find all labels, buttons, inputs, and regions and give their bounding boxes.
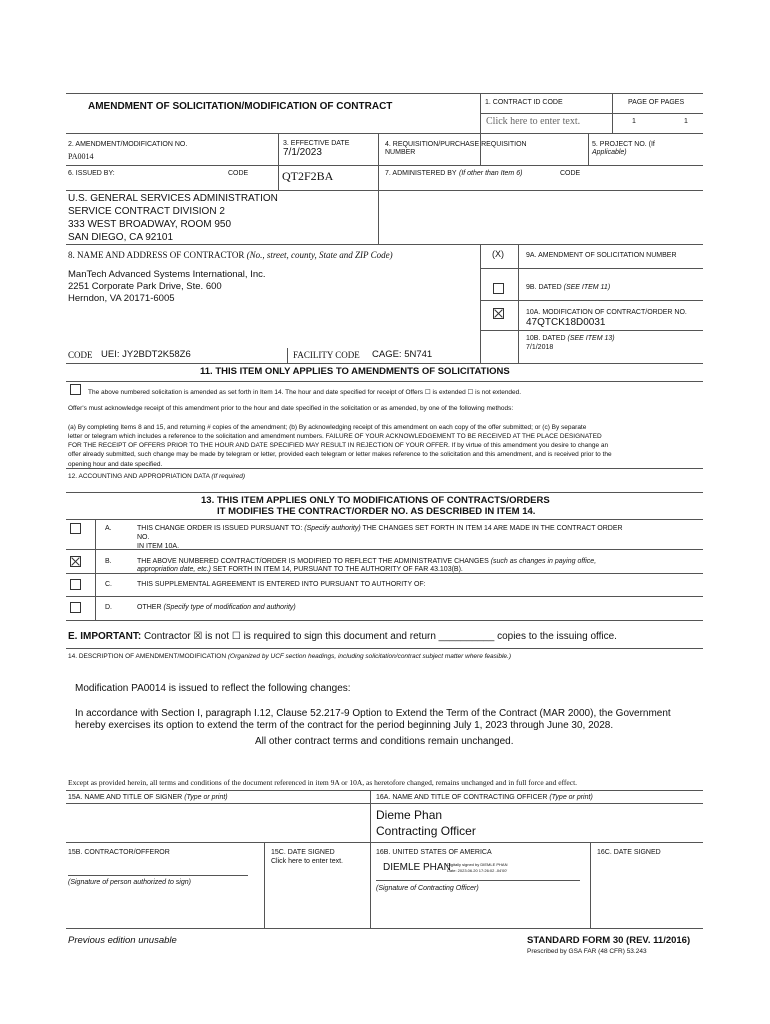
page-of-pages-label: PAGE OF PAGES <box>628 99 685 106</box>
digital-signature-line-2: Date: 2023.06.20 17:26:02 -04'00' <box>447 868 508 873</box>
item-9b-label: 9B. DATED (SEE ITEM 11) <box>526 284 611 291</box>
administered-by-label: 7. ADMINISTERED BY <box>385 170 457 177</box>
officer-title: Contracting Officer <box>376 824 476 838</box>
signer-16c-label: 16C. DATE SIGNED <box>597 849 661 856</box>
section-11-para-4: offer already submitted, such change may be made by telegram or letter, provided each telegram or letter makes reference to the solicitation and this amendment, and is received prior to the <box>68 451 612 458</box>
form-title: AMENDMENT OF SOLICITATION/MODIFICATION OF CONTRACT <box>88 101 393 112</box>
option-d-text: OTHER (Specify type of modification and authority) <box>137 604 296 611</box>
section-14-p3: All other contract terms and conditions remain unchanged. <box>255 736 514 747</box>
item-10a-value: 47QTCK18D0031 <box>526 317 606 328</box>
administered-by-code-label: CODE <box>560 170 581 177</box>
section-11-checkbox[interactable] <box>70 384 81 395</box>
signer-15c-label: 15C. DATE SIGNED <box>271 849 335 856</box>
digital-signature-line-1: Digitally signed by DIEMLE PHAN <box>447 862 508 867</box>
issued-by-code-value: QT2F2BA <box>282 169 334 183</box>
requisition-label-2: NUMBER <box>385 149 416 156</box>
item-9a-label: 9A. AMENDMENT OF SOLICITATION NUMBER <box>526 252 677 259</box>
section-11-para-3: FOR THE RECEIPT OF OFFERS PRIOR TO THE HOUR AND DATE SPECIFIED MAY RESULT IN REJECTION OF YOUR OFFER. If by virtue of this amendment you desire to change an <box>68 442 609 449</box>
option-b-text-2: appropriation date, etc.) SET FORTH IN ITEM 14, PURSUANT TO THE AUTHORITY OF FAR 43.103(B). <box>137 566 463 573</box>
section-11-heading: 11. THIS ITEM ONLY APPLIES TO AMENDMENTS OF SOLICITATIONS <box>200 366 510 377</box>
section-11-line-1: The above numbered solicitation is amended as set forth in Item 14. The hour and date specified for receipt of Offers ☐ is extended ☐ is not extended. <box>88 389 522 396</box>
option-d-letter: D. <box>105 604 112 611</box>
accounting-label: 12. ACCOUNTING AND APPROPRIATION DATA (If required) <box>68 473 246 480</box>
prescribed-by: Prescribed by GSA FAR (48 CFR) 53.243 <box>527 948 647 955</box>
effective-date-label: 3. EFFECTIVE DATE <box>283 140 350 147</box>
contractor-code-label: CODE <box>68 350 93 360</box>
option-c-text: THIS SUPPLEMENTAL AGREEMENT IS ENTERED INTO PURSUANT TO AUTHORITY OF: <box>137 581 426 588</box>
x-column-header: (X) <box>492 249 504 259</box>
amendment-no-value: PA0014 <box>68 152 94 161</box>
section-14-label: 14. DESCRIPTION OF AMENDMENT/MODIFICATION (Organized by UCF section headings, including solicitation/contract subject matter where feasible.) <box>68 653 512 660</box>
issuer-line-4: SAN DIEGO, CA 92101 <box>68 232 174 243</box>
issued-by-label: 6. ISSUED BY: <box>68 170 115 177</box>
section-11-para-5: opening hour and date specified. <box>68 461 163 468</box>
section-13-heading-1: 13. THIS ITEM APPLIES ONLY TO MODIFICATIONS OF CONTRACTS/ORDERS <box>201 495 550 506</box>
issuer-line-3: 333 WEST BROADWAY, ROOM 950 <box>68 219 232 230</box>
footer-clause: Except as provided herein, all terms and conditions of the document referenced in item 9A or 10A, as heretofore changed, remains unchanged and in full force and effect. <box>68 778 578 787</box>
section-14-p2b: hereby exercises its option to extend the term of the contract for the period beginning July 1, 2023 through June 30, 2028. <box>75 720 614 731</box>
contractor-line-3: Herndon, VA 20171-6005 <box>68 293 175 304</box>
section-14-p2a: In accordance with Section I, paragraph I.12, Clause 52.217-9 Option to Extend the Term of the Contract (MAR 2000), the Government <box>75 708 671 719</box>
signer-16a-label: 16A. NAME AND TITLE OF CONTRACTING OFFICER (Type or print) <box>376 794 593 801</box>
option-b-text: THE ABOVE NUMBERED CONTRACT/ORDER IS MODIFIED TO REFLECT THE ADMINISTRATIVE CHANGES (such as changes in paying office, <box>137 558 597 565</box>
section-14-p1: Modification PA0014 is issued to reflect the following changes: <box>75 683 351 694</box>
contract-id-field[interactable]: Click here to enter text. <box>486 116 581 127</box>
option-d-checkbox[interactable] <box>70 602 81 613</box>
option-a-text-3: IN ITEM 10A. <box>137 543 180 550</box>
issuer-line-2: SERVICE CONTRACT DIVISION 2 <box>68 206 225 217</box>
issuer-line-1: U.S. GENERAL SERVICES ADMINISTRATION <box>68 193 278 204</box>
contractor-line-2: 2251 Corporate Park Drive, Ste. 600 <box>68 281 222 292</box>
option-a-letter: A. <box>105 525 112 532</box>
requisition-label: 4. REQUISITION/PURCHASE REQUISITION <box>385 141 527 148</box>
total-pages: 1 <box>684 118 688 125</box>
item-10a-label: 10A. MODIFICATION OF CONTRACT/ORDER NO. <box>526 309 687 316</box>
officer-name: Dieme Phan <box>376 808 443 822</box>
option-a-checkbox[interactable] <box>70 523 81 534</box>
contractor-label: 8. NAME AND ADDRESS OF CONTRACTOR (No., street, county, State and ZIP Code) <box>68 250 393 260</box>
important-line: E. IMPORTANT: Contractor ☒ is not ☐ is required to sign this document and return __________ copies to the issuing office. <box>68 631 617 642</box>
project-no-label: 5. PROJECT NO. (If <box>592 141 655 148</box>
previous-edition-note: Previous edition unusable <box>68 935 177 946</box>
amendment-no-label: 2. AMENDMENT/MODIFICATION NO. <box>68 141 188 148</box>
project-no-label-2: Applicable) <box>592 149 627 156</box>
signer-16b-signature-line: (Signature of Contracting Officer) <box>376 885 479 892</box>
option-c-letter: C. <box>105 581 112 588</box>
effective-date-value: 7/1/2023 <box>283 147 322 158</box>
issued-by-code-label: CODE <box>228 170 249 177</box>
option-a-text-2: NO. <box>137 534 150 541</box>
section-13-heading-2: IT MODIFIES THE CONTRACT/ORDER NO. AS DESCRIBED IN ITEM 14. <box>217 506 536 517</box>
option-a-text: THIS CHANGE ORDER IS ISSUED PURSUANT TO: (Specify authority) THE CHANGES SET FORTH IN ITEM 14 ARE MADE IN THE CONTRACT ORDER <box>137 525 623 532</box>
administered-by-note: (If other than Item 6) <box>459 170 523 177</box>
section-11-para-2: letter or telegram which includes a reference to the solicitation and amendment numbers. FAILURE OF YOUR ACKNOWLEDGEMENT TO BE RECEIVED AT THE PLACE DESIGNATED <box>68 433 602 440</box>
page-number: 1 <box>632 118 636 125</box>
section-11-para-1: (a) By completing Items 8 and 15, and returning # copies of the amendment; (b) By acknowledging receipt of this amendment on each copy of the offer submitted; or (c) By separate <box>68 424 587 431</box>
section-11-line-2: Offer's must acknowledge receipt of this amendment prior to the hour and date specified in the solicitation or as amended, by one of the following methods: <box>68 405 514 412</box>
signer-15a-label: 15A. NAME AND TITLE OF SIGNER (Type or print) <box>68 794 228 801</box>
item-10b-value: 7/1/2018 <box>526 344 554 351</box>
contractor-code-value: UEI: JY2BDT2K58Z6 <box>101 349 191 360</box>
contract-id-label: 1. CONTRACT ID CODE <box>485 99 563 106</box>
officer-signature: DIEMLE PHAN <box>383 862 451 873</box>
option-b-letter: B. <box>105 558 112 565</box>
item-9b-checkbox[interactable] <box>493 283 504 294</box>
signer-15c-value[interactable]: Click here to enter text. <box>271 858 343 865</box>
facility-code-value: CAGE: 5N741 <box>372 349 433 360</box>
signer-15b-label: 15B. CONTRACTOR/OFFEROR <box>68 849 170 856</box>
contractor-line-1: ManTech Advanced Systems International, Inc. <box>68 269 266 280</box>
item-10a-checkbox[interactable] <box>493 308 504 319</box>
option-c-checkbox[interactable] <box>70 579 81 590</box>
signer-16b-label: 16B. UNITED STATES OF AMERICA <box>376 849 492 856</box>
form-number: STANDARD FORM 30 (REV. 11/2016) <box>527 935 691 946</box>
facility-code-label: FACILITY CODE <box>293 350 360 360</box>
option-b-checkbox[interactable] <box>70 556 81 567</box>
signer-15b-signature-line[interactable]: (Signature of person authorized to sign) <box>68 879 191 886</box>
item-10b-label: 10B. DATED (SEE ITEM 13) <box>526 335 615 342</box>
